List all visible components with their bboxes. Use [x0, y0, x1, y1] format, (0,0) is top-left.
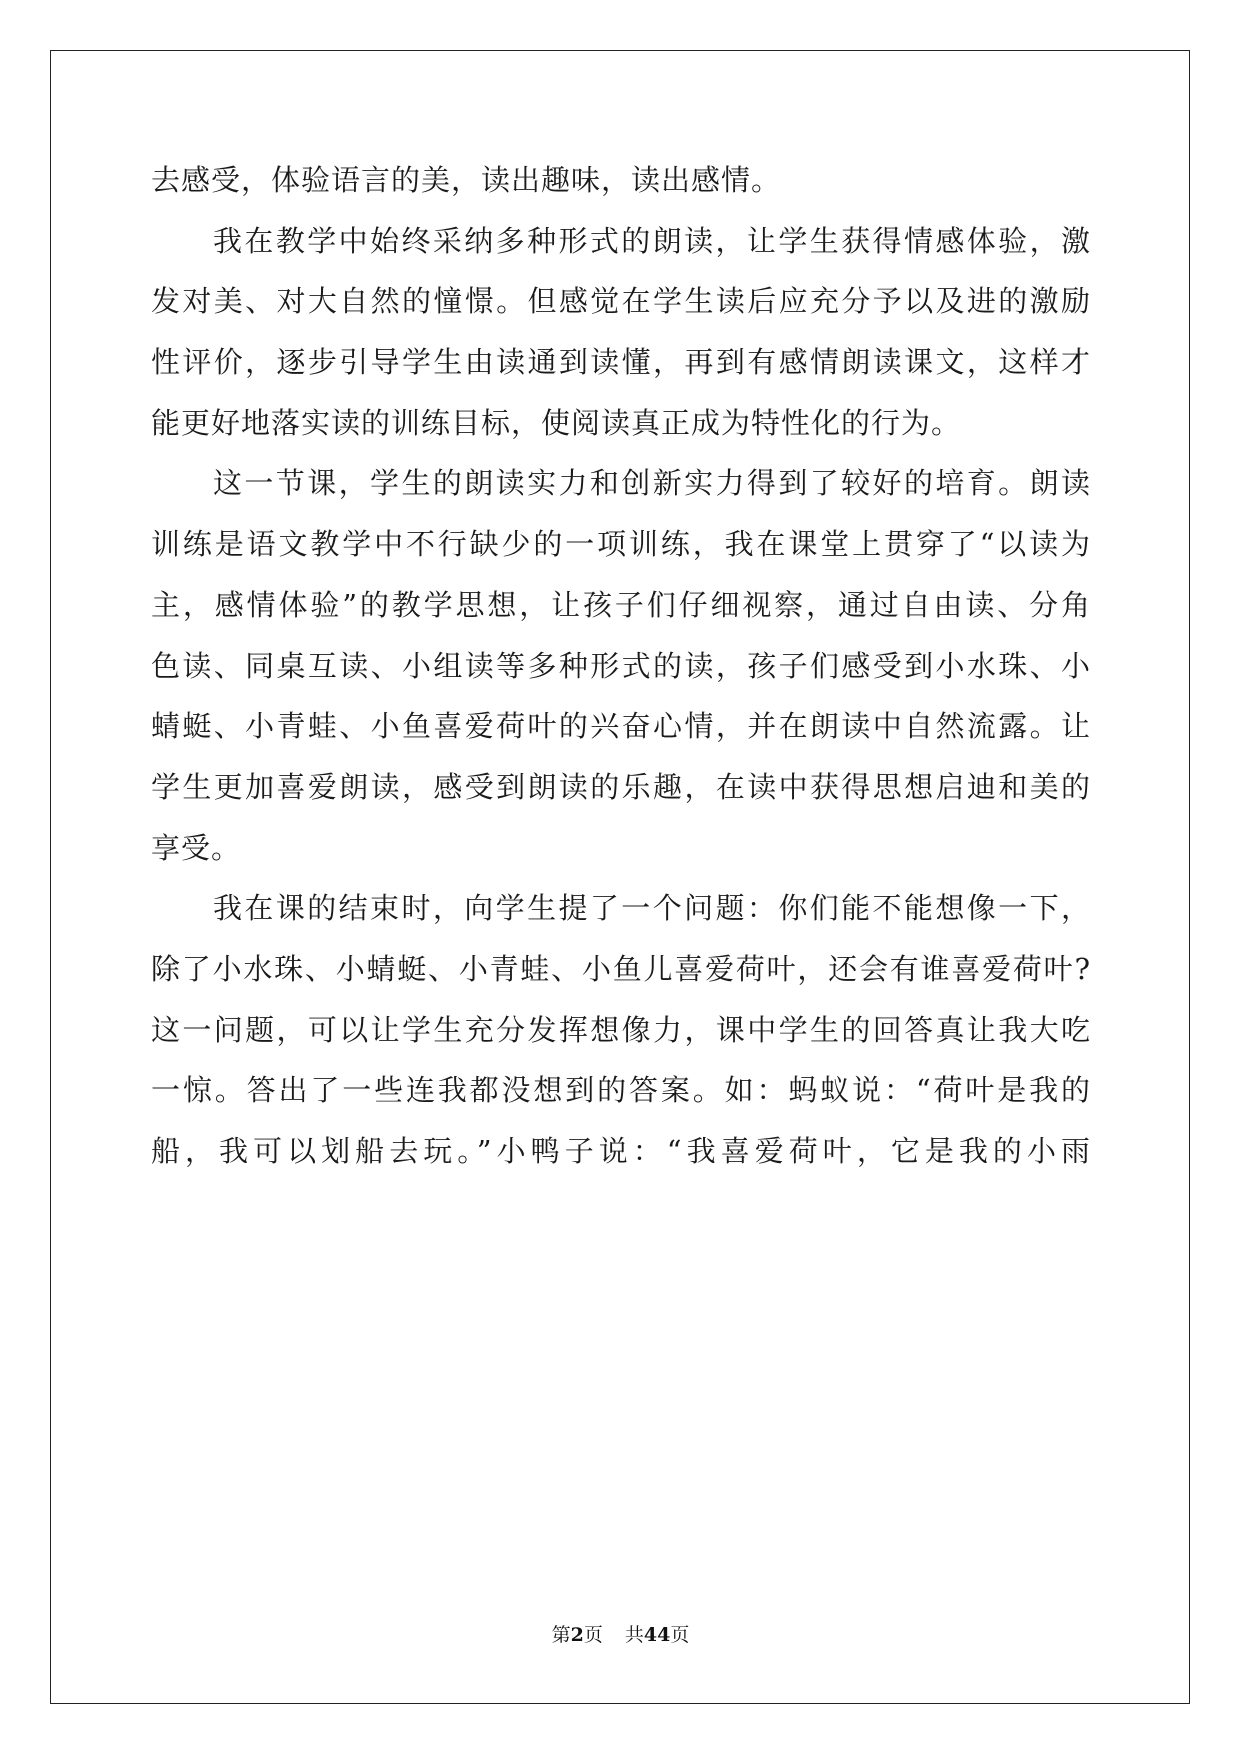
text-line: 这一问题，可以让学生充分发挥想像力，课中学生的回答真让我大吃	[151, 1012, 1091, 1047]
document-body	[151, 160, 1091, 1192]
text-line: 除了小水珠、小蜻蜓、小青蛙、小鱼儿喜爱荷叶，还会有谁喜爱荷叶?	[151, 951, 1091, 986]
text-line: 我在教学中始终采纳多种形式的朗读，让学生获得情感体验，激	[213, 223, 1091, 258]
text-line: 学生更加喜爱朗读，感受到朗读的乐趣，在读中获得思想启迪和美的	[151, 769, 1091, 804]
page-footer	[0, 1620, 1241, 1647]
total-suffix: 页	[670, 1624, 690, 1646]
text-line: 发对美、对大自然的憧憬。但感觉在学生读后应充分予以及进的激励	[151, 284, 1091, 319]
text-line: 蜻蜓、小青蛙、小鱼喜爱荷叶的兴奋心情，并在朗读中自然流露。让	[151, 709, 1091, 744]
text-line: 色读、同桌互读、小组读等多种形式的读，孩子们感受到小水珠、小	[151, 648, 1091, 683]
text-line: 我在课的结束时，向学生提了一个问题：你们能不能想像一下，	[213, 891, 1091, 926]
total-prefix: 共	[624, 1624, 644, 1646]
page-number: 2	[570, 1624, 584, 1646]
text-line: 性评价，逐步引导学生由读通到读懂，再到有感情朗读课文，这样才	[151, 345, 1091, 380]
text-line: 能更好地落实读的训练目标，使阅读真正成为特性化的行为。	[151, 405, 962, 440]
text-line: 享受。	[151, 830, 242, 865]
text-line: 这一节课，学生的朗读实力和创新实力得到了较好的培育。朗读	[213, 466, 1091, 501]
total-pages: 44	[643, 1624, 671, 1646]
text-line: 船，我可以划船去玩。”小鸭子说：“我喜爱荷叶，它是我的小雨	[151, 1134, 1091, 1168]
text-line: 训练是语文教学中不行缺少的一项训练，我在课堂上贯穿了“以读为	[151, 527, 1091, 562]
text-line: 一惊。答出了一些连我都没想到的答案。如：蚂蚁说：“荷叶是我的	[151, 1073, 1091, 1108]
page-prefix: 第	[551, 1624, 571, 1646]
text-line: 去感受，体验语言的美，读出趣味，读出感情。	[151, 163, 782, 197]
page-suffix: 页	[583, 1624, 603, 1646]
text-line: 主，感情体验”的教学思想，让孩子们仔细视察，通过自由读、分角	[151, 587, 1091, 622]
